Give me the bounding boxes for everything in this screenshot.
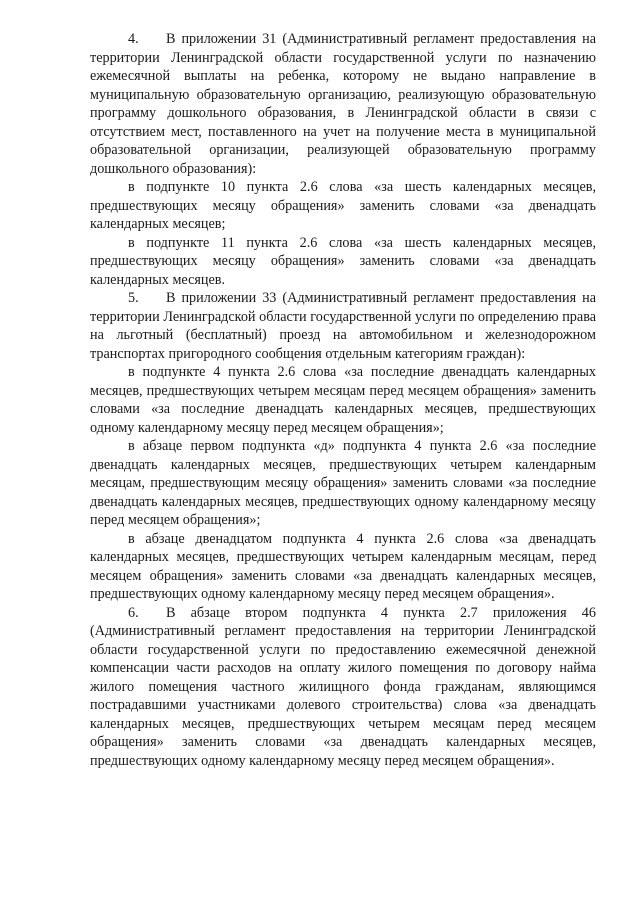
paragraph-subitem bbox=[90, 437, 596, 530]
paragraph-text: В приложении 31 (Административный регламент предоставления на территории Ленинградской области государственной услуги по назначению ежемесячной выплаты на ребенка, которому не выдано направление в муниципальную образовательную организацию, реализующую образовательную программу дошкольного образования, в Ленинградской области в связи с отсутствием мест, поставленного на учет на получение места в муниципальной образовательной организации, реализующей образовательную программу дошкольного образования): bbox=[90, 31, 596, 177]
paragraph-subitem bbox=[90, 234, 596, 290]
paragraph-text: в абзаце двенадцатом подпункта 4 пункта 2.6 слова «за двенадцать календарных месяцев, предшествующих четырем календарным месяцам, перед месяцем обращения» заменить словами «за двенадцать календарных месяцев, предшествующих одному календарному месяцу перед месяцем обращения». bbox=[90, 530, 596, 602]
paragraph-subitem bbox=[90, 530, 596, 604]
paragraph-text: в подпункте 10 пункта 2.6 слова «за шесть календарных месяцев, предшествующих месяцу обращения» заменить словами «за двенадцать календарных месяцев; bbox=[90, 179, 596, 232]
paragraph-text: В приложении 33 (Административный регламент предоставления на территории Ленинградской области государственной услуги по определению права на льготный (бесплатный) проезд на автомобильном и железнодорожном транспортах пригородного сообщения отдельным категориям граждан): bbox=[90, 290, 596, 362]
paragraph-text: в подпункте 11 пункта 2.6 слова «за шесть календарных месяцев, предшествующих месяцу обращения» заменить словами «за двенадцать календарных месяцев. bbox=[90, 234, 596, 288]
paragraph-item-5 bbox=[90, 289, 596, 363]
document-page bbox=[90, 30, 596, 770]
paragraph-text: В абзаце втором подпункта 4 пункта 2.7 приложения 46 (Административный регламент предоставления на территории Ленинградской области государственной услуги по предоставлению ежемесячной денежной компенсации части расходов на оплату жилого помещения по договору найма жилого помещения частного жилищного фонда гражданам, являющимся пострадавшими участниками долевого строительства) слова «за двенадцать календарных месяцев, предшествующих четырем месяцам перед месяцем обращения» заменить словами «за двенадцать календарных месяцев, предшествующих одному календарному месяцу перед месяцем обращения». bbox=[90, 604, 596, 769]
paragraph-text: в подпункте 4 пункта 2.6 слова «за последние двенадцать календарных месяцев, предшествующих четырем месяцам перед месяцем обращения» заменить словами «за последние двенадцать календарных месяцев, предшествующих одному календарному месяцу перед месяцем обращения»; bbox=[90, 364, 596, 436]
paragraph-number: 6. bbox=[128, 604, 139, 621]
paragraph-item-6 bbox=[90, 604, 596, 771]
paragraph-subitem bbox=[90, 178, 596, 234]
paragraph-number: 4. bbox=[128, 31, 139, 47]
paragraph-text: в абзаце первом подпункта «д» подпункта 4 пункта 2.6 «за последние двенадцать календарных месяцев, предшествующих четырем календарным месяцам, предшествующим месяцу обращения» заменить словами «за последние двенадцать календарных месяцев, предшествующих одному календарному месяцу перед месяцем обращения»; bbox=[90, 438, 596, 528]
paragraph-number: 5. bbox=[128, 290, 139, 306]
paragraph-item-4 bbox=[90, 30, 596, 178]
paragraph-subitem bbox=[90, 363, 596, 437]
